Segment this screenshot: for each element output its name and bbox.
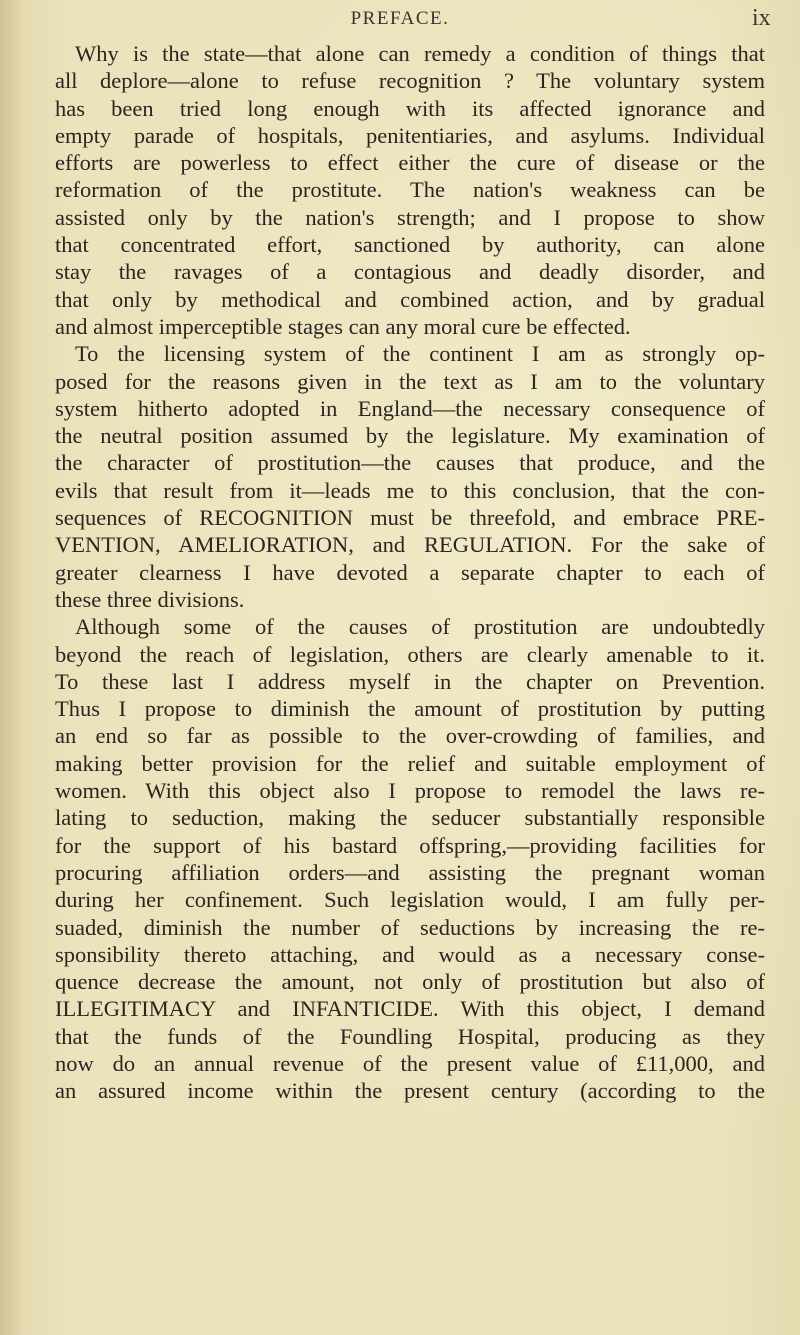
- page-gutter-shadow: [0, 0, 26, 1335]
- text-line: Thus I propose to diminish the amount of prostitution by putting: [55, 696, 765, 722]
- text-line: an end so far as possible to the over-crowding of families, and: [55, 723, 765, 749]
- text-line: suaded, diminish the number of seductions by increasing the re-: [55, 914, 765, 940]
- text-line: empty parade of hospitals, penitentiaries, and asylums. Individual: [55, 122, 765, 148]
- page-number: ix: [752, 5, 771, 31]
- text-line: beyond the reach of legislation, others are clearly amenable to it.: [55, 641, 765, 667]
- text-line: that only by methodical and combined action, and by gradual: [55, 286, 765, 312]
- text-line: making better provision for the relief and suitable employment of: [55, 750, 765, 776]
- text-line: these three divisions.: [55, 586, 245, 612]
- running-title: PREFACE.: [350, 8, 450, 29]
- text-line: lating to seduction, making the seducer substantially responsible: [55, 805, 765, 831]
- text-line: now do an annual revenue of the present value of £11,000, and: [55, 1050, 765, 1076]
- text-line: assisted only by the nation's strength; and I propose to show: [55, 204, 765, 230]
- text-line: To the licensing system of the continent I am as strongly op-: [75, 341, 765, 367]
- text-line: sponsibility thereto attaching, and would as a necessary conse-: [55, 941, 765, 967]
- text-line: evils that result from it—leads me to this conclusion, that the con-: [55, 477, 765, 503]
- text-line: the character of prostitution—the causes that produce, and the: [55, 450, 765, 476]
- text-line: has been tried long enough with its affected ignorance and: [55, 95, 765, 121]
- text-line: procuring affiliation orders—and assisting the pregnant woman: [55, 859, 765, 885]
- text-line: for the support of his bastard offspring,—providing facilities for: [55, 832, 765, 858]
- text-line: sequences of RECOGNITION must be threefold, and embrace PRE-: [55, 505, 765, 531]
- text-line: VENTION, AMELIORATION, and REGULATION. For the sake of: [55, 532, 765, 558]
- text-line: Although some of the causes of prostitution are undoubtedly: [75, 614, 765, 640]
- text-line: To these last I address myself in the chapter on Prevention.: [55, 668, 765, 694]
- text-line: an assured income within the present century (according to the: [55, 1078, 765, 1104]
- text-line: reformation of the prostitute. The nation's weakness can be: [55, 177, 765, 203]
- text-line: all deplore—alone to refuse recognition ? The voluntary system: [55, 68, 765, 94]
- text-line: greater clearness I have devoted a separate chapter to each of: [55, 559, 765, 585]
- page-header: [0, 4, 800, 34]
- text-line: and almost imperceptible stages can any moral cure be effected.: [55, 313, 631, 339]
- text-line: quence decrease the amount, not only of prostitution but also of: [55, 969, 765, 995]
- text-line: that concentrated effort, sanctioned by authority, can alone: [55, 232, 765, 258]
- text-line: during her confinement. Such legislation would, I am fully per-: [55, 887, 765, 913]
- text-line: system hitherto adopted in England—the necessary consequence of: [55, 395, 765, 421]
- text-line: efforts are powerless to effect either the cure of disease or the: [55, 150, 765, 176]
- text-line: that the funds of the Foundling Hospital, producing as they: [55, 1023, 765, 1049]
- text-line: ILLEGITIMACY and INFANTICIDE. With this object, I demand: [55, 996, 765, 1022]
- text-line: the neutral position assumed by the legislature. My examination of: [55, 423, 765, 449]
- body-text: [55, 40, 765, 1105]
- text-line: posed for the reasons given in the text as I am to the voluntary: [55, 368, 765, 394]
- text-line: Why is the state—that alone can remedy a condition of things that: [75, 41, 765, 66]
- text-line: stay the ravages of a contagious and deadly disorder, and: [55, 259, 765, 285]
- text-line: women. With this object also I propose to remodel the laws re-: [55, 778, 765, 804]
